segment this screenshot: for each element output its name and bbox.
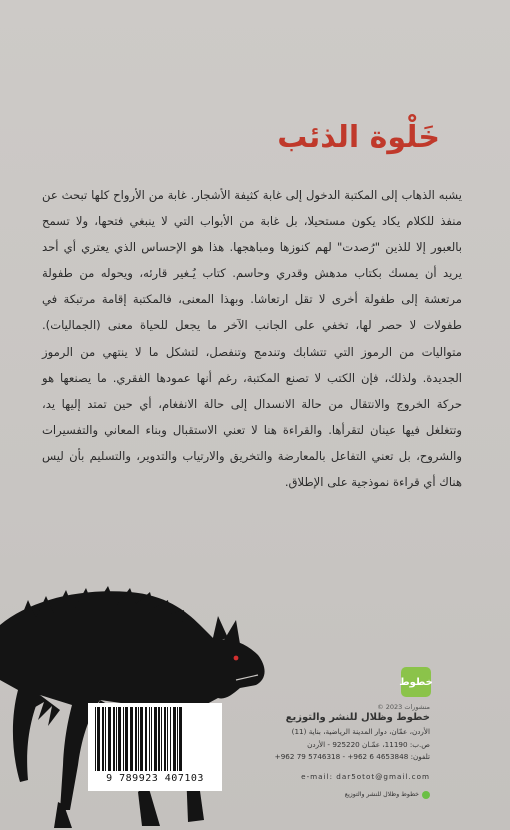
isbn-barcode	[88, 703, 222, 791]
publisher-logo: خطوط	[401, 667, 431, 697]
publisher-phone: تلفون: 4653848 6 962+ - 5746318 79 962+	[274, 752, 430, 762]
publisher-address: الأردن، عمّان، دوار المدينة الرياضية، بناية (11)	[291, 727, 430, 736]
isbn-number: 9 789923 407103	[106, 773, 204, 784]
edition-note: منشورات 2023 ©	[377, 703, 430, 711]
barcode-bars	[94, 707, 216, 771]
publisher-info	[240, 712, 430, 799]
social-link[interactable]	[240, 791, 430, 799]
book-title: خَلْوة الذئب	[277, 120, 440, 155]
publisher-pobox: ص.ب: 11190، عمّـان 925220 - الأردن	[307, 739, 430, 749]
publisher-email[interactable]: e-mail: dar5otot@gmail.com	[301, 771, 430, 781]
publisher-name: خطوط وظلال للنشر والتوزيع	[285, 712, 430, 723]
social-label: خطوط وظلال للنشر والتوزيع	[344, 791, 419, 799]
book-blurb: يشبه الذهاب إلى المكتبة الدخول إلى غابة كثيفة الأشجار. غابة من الأرواح كلها تبحث عن منفذ للكلام يكاد يكون مستحيلا، بل غابة من الأبواب التي لا ينبغي فتحها، ولا تسمح بالعبور إلا للذين "رُصدت" لهم كنوزها ومباهجها. هذا هو الإحساس الذي يعتري أي أحد يريد أن يمسك بكتاب مدهش وقدري وحاسم. كتاب يُـغير قارئه، ويحوله من طفولة مرتعشة إلى طفولة أخرى لا تقل ارتعاشا. وبهذا المعنى، فالمكتبة إقامة مرتبكة في طفولات لا حصر لها، تخفي على الجانب الآخر ما يجعل للحياة معنى (الجماليات). متواليات من الرموز التي تتشابك وتندمج وتنفصل، لتشكل ما لا ينتهي من الرموز الجديدة. ولذلك، فإن الكتب لا تصنع المكتبة، رغم أنها عمودها الفقري. ما يصنعها هو حركة الخروج والانتقال من حالة الانسدال إلى حالة الانفغام، أي حين تمتد إليها يد، وتتغلغل فيها عينان لتقرأها. والقراءة هنا لا تعني الاستقبال وبناء المعاني والتفسيرات والشروح، بل تعني التفاعل بالمعارضة والتخريق والارتياب والتدوير، والتسليم بأن ليس هناك أي قراءة نموذجية على الإطلاق.	[42, 188, 462, 490]
facebook-icon	[422, 791, 430, 799]
